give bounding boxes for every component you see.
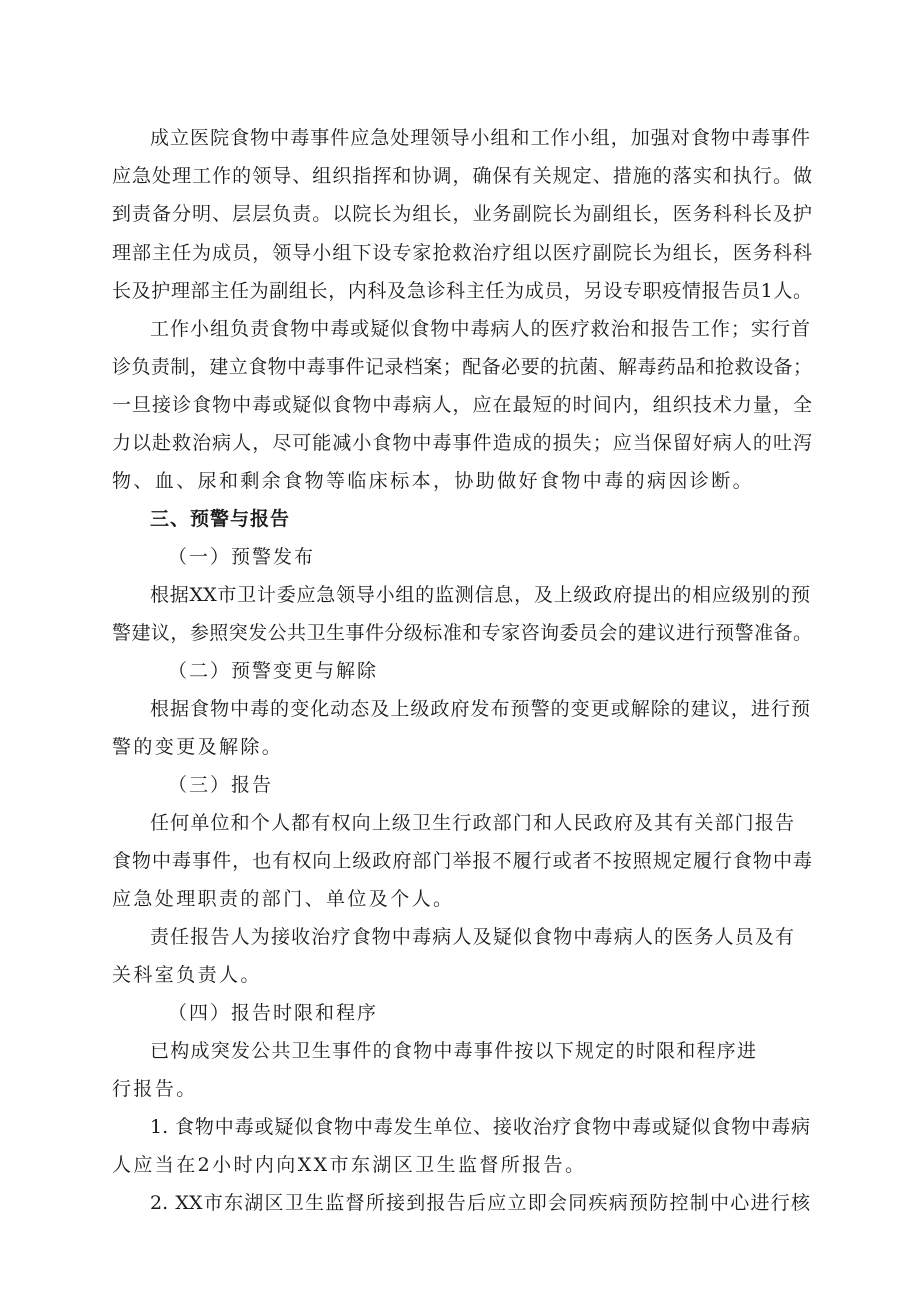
subheading-3: （三）报告 [168,774,274,796]
section-heading-3: 三、预警与报告 [150,508,291,530]
list-item-1-line-2: 人应当在2小时内向XX市东湖区卫生监督所报告。 [112,1154,587,1176]
paragraph-1-line-1: 成立医院食物中毒事件应急处理领导小组和工作小组，加强对食物中毒事件 [150,127,810,149]
paragraph-2-line-4: 力以赴救治病人，尽可能减小食物中毒事件造成的损失；应当保留好病人的吐泻 [112,432,812,454]
paragraph-2-line-3: 一旦接诊食物中毒或疑似食物中毒病人，应在最短的时间内，组织技术力量，全 [112,394,812,416]
paragraph-6-line-2: 关科室负责人。 [112,964,262,986]
paragraph-5-line-2: 食物中毒事件，也有权向上级政府部门举报不履行或者不按照规定履行食物中毒 [112,850,812,872]
paragraph-5-line-1: 任何单位和个人都有权向上级卫生行政部门和人民政府及其有关部门报告 [150,812,794,834]
paragraph-1-line-4: 理部主任为成员，领导小组下设专家抢救治疗组以医疗副院长为组长，医务科科 [112,242,812,264]
paragraph-3-line-2: 警建议，参照突发公共卫生事件分级标准和专家咨询委员会的建议进行预警准备。 [112,622,812,644]
paragraph-4-line-1: 根据食物中毒的变化动态及上级政府发布预警的变更或解除的建议，进行预 [150,698,810,720]
paragraph-7-line-1: 已构成突发公共卫生事件的食物中毒事件按以下规定的时限和程序进 [150,1040,756,1062]
list-item-1-line-1: 1. 食物中毒或疑似食物中毒发生单位、接收治疗食物中毒或疑似食物中毒病 [150,1116,810,1138]
paragraph-1-line-5: 长及护理部主任为副组长，内科及急诊科主任为成员，另设专职疫情报告员1人。 [112,280,812,302]
paragraph-1-line-3: 到责备分明、层层负责。以院长为组长，业务副院长为副组长，医务科科长及护 [112,203,812,225]
paragraph-6-line-1: 责任报告人为接收治疗食物中毒病人及疑似食物中毒病人的医务人员及有 [150,926,794,948]
subheading-2: （二）预警变更与解除 [168,660,379,682]
list-item-2-line-1: 2. XX市东湖区卫生监督所接到报告后应立即会同疾病预防控制中心进行核 [150,1192,810,1214]
paragraph-1-line-2: 应急处理工作的领导、组织指挥和协调，确保有关规定、措施的落实和执行。做 [112,165,812,187]
paragraph-2-line-1: 工作小组负责食物中毒或疑似食物中毒病人的医疗救治和报告工作；实行首 [150,318,810,340]
subheading-4: （四）报告时限和程序 [168,1002,379,1024]
paragraph-2-line-5: 物、血、尿和剩余食物等临床标本，协助做好食物中毒的病因诊断。 [112,470,755,492]
paragraph-7-line-2: 行报告。 [112,1078,198,1100]
paragraph-3-line-1: 根据XX市卫计委应急领导小组的监测信息，及上级政府提出的相应级别的预 [150,584,810,606]
paragraph-4-line-2: 警的变更及解除。 [112,736,284,758]
paragraph-2-line-2: 诊负责制，建立食物中毒事件记录档案；配备必要的抗菌、解毒药品和抢救设备； [112,356,812,378]
paragraph-5-line-3: 应急处理职责的部门、单位及个人。 [112,888,455,910]
subheading-1: （一）预警发布 [168,546,316,568]
